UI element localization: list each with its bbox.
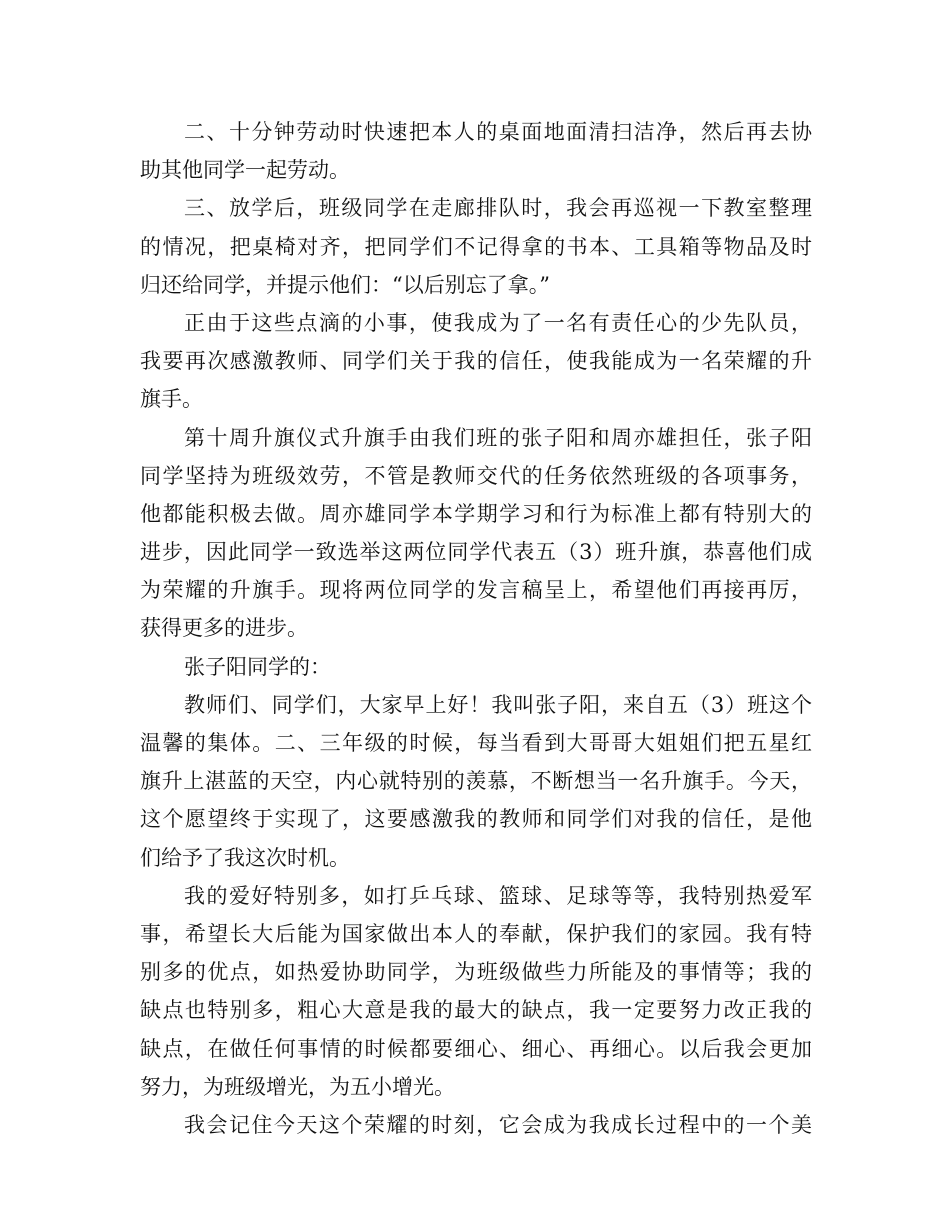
text-line: 归还给同学，并提示他们：“以后别忘了拿。”	[140, 272, 550, 297]
text-line: 他都能积极去做。周亦雄同学本学期学习和行为标准上都有特别大的	[140, 501, 812, 526]
text-line: 我要再次感激教师、同学们关于我的信任，使我能成为一名荣耀的升	[140, 349, 812, 374]
text-line: 别多的优点，如热爱协助同学，为班级做些力所能及的事情等；我的	[140, 960, 812, 985]
text-line: 的情况，把桌椅对齐，把同学们不记得拿的书本、工具箱等物品及时	[140, 234, 812, 259]
text-line: 教师们、同学们，大家早上好！我叫张子阳，来自五（3）班这个	[184, 692, 812, 717]
text-line: 旗手。	[140, 387, 203, 412]
text-line: 我会记住今天这个荣耀的时刻，它会成为我成长过程中的一个美	[184, 1112, 812, 1137]
text-line: 张子阳同学的：	[184, 654, 331, 679]
text-line: 努力，为班级增光，为五小增光。	[140, 1074, 455, 1099]
text-line: 我的爱好特别多，如打乒乓球、篮球、足球等等，我特别热爱军	[184, 883, 812, 908]
text-line: 事，希望长大后能为国家做出本人的奉献，保护我们的家园。我有特	[140, 921, 812, 946]
text-line: 同学坚持为班级效劳，不管是教师交代的任务依然班级的各项事务，	[140, 463, 812, 488]
text-line: 温馨的集体。二、三年级的时候，每当看到大哥哥大姐姐们把五星红	[140, 731, 812, 755]
text-line: 缺点，在做任何事情的时候都要细心、细心、再细心。以后我会更加	[140, 1036, 812, 1061]
text-line: 助其他同学一起劳动。	[140, 158, 350, 183]
text-line: 第十周升旗仪式升旗手由我们班的张子阳和周亦雄担任，张子阳	[184, 425, 812, 450]
text-line: 正由于这些点滴的小事，使我成为了一名有责任心的少先队员，	[184, 310, 812, 335]
text-line: 缺点也特别多，粗心大意是我的最大的缺点，我一定要努力改正我的	[140, 998, 812, 1023]
text-line: 三、放学后，班级同学在走廊排队时，我会再巡视一下教室整理	[184, 196, 812, 221]
text-line: 二、十分钟劳动时快速把本人的桌面地面清扫洁净，然后再去协	[184, 120, 812, 144]
text-line: 旗升上湛蓝的天空，内心就特别的羡慕，不断想当一名升旗手。今天，	[140, 769, 812, 794]
text-line: 这个愿望终于实现了，这要感激我的教师和同学们对我的信任，是他	[140, 807, 812, 832]
text-line: 为荣耀的升旗手。现将两位同学的发言稿呈上，希望他们再接再厉，	[140, 578, 812, 603]
body-text	[140, 113, 812, 1144]
text-line: 获得更多的进步。	[140, 616, 308, 641]
text-line: 们给予了我这次时机。	[140, 845, 350, 870]
text-line: 进步，因此同学一致选举这两位同学代表五（3）班升旗，恭喜他们成	[140, 540, 812, 565]
